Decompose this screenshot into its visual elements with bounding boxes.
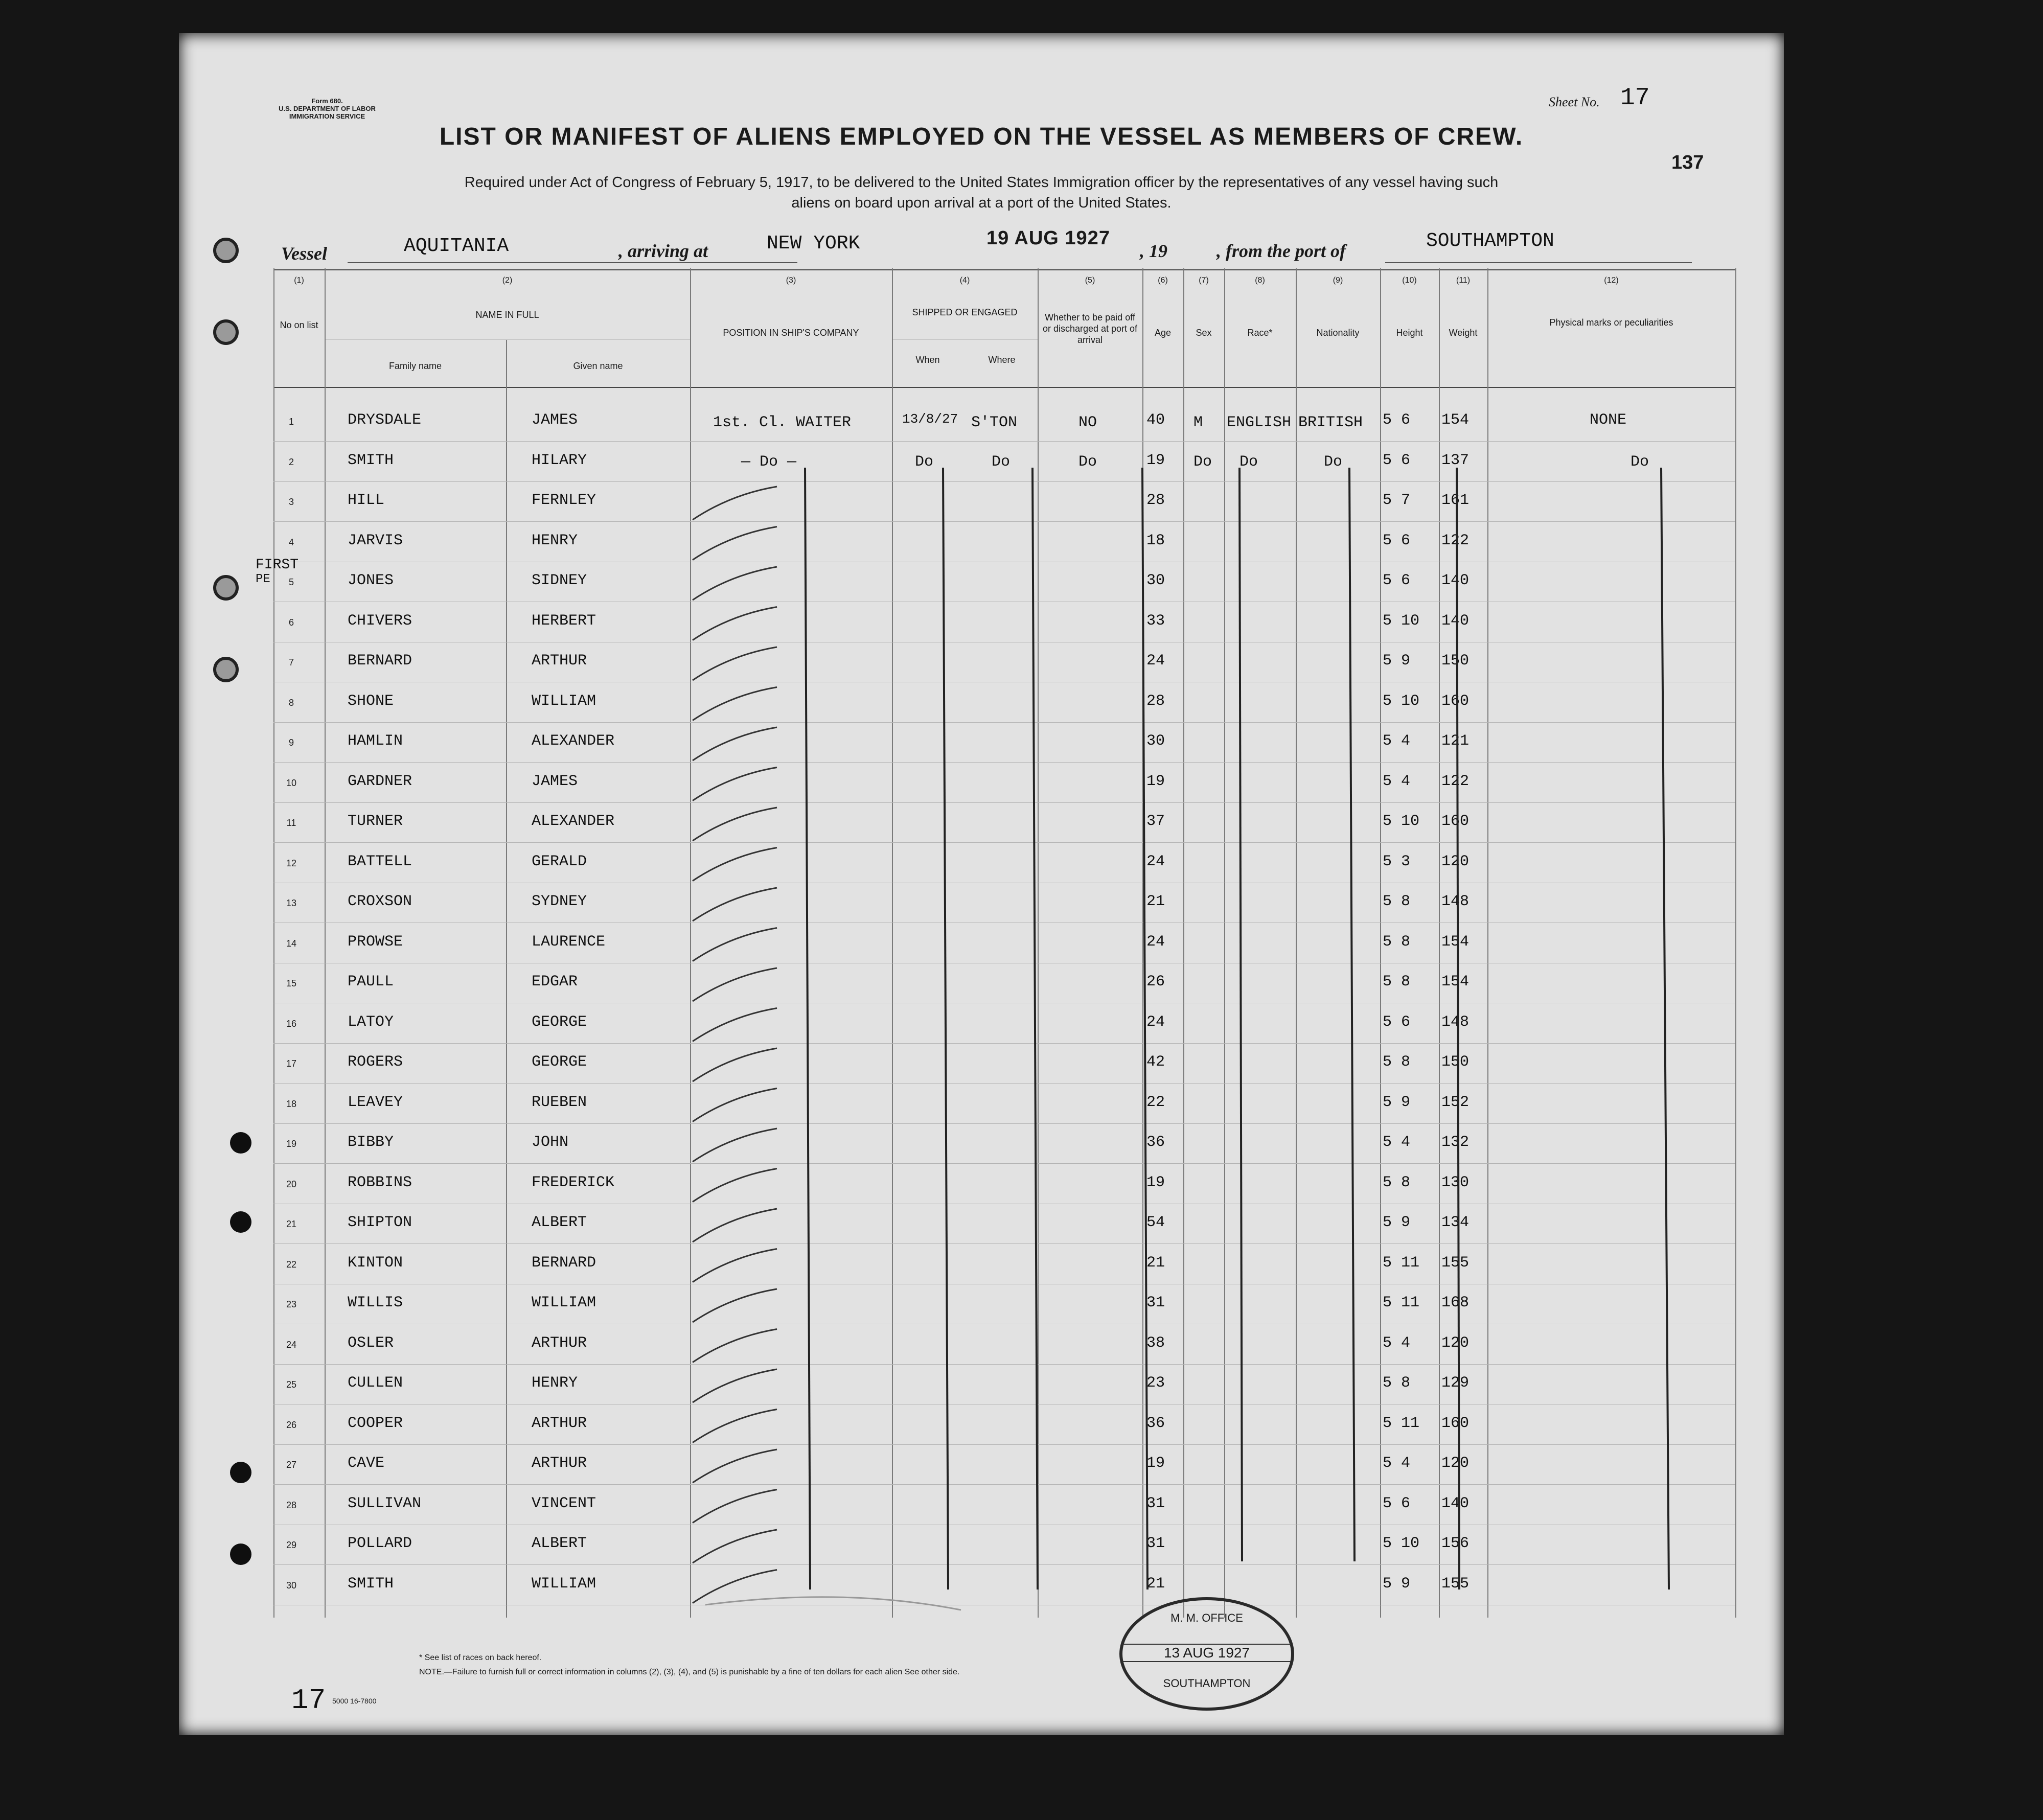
ditto-position: — Do — [741,453,797,471]
height-value: 5 7 [1383,492,1411,509]
height-value: 5 6 [1383,1494,1411,1512]
punch-hole-4 [230,1543,251,1565]
given-name: BERNARD [532,1254,596,1272]
age-value: 36 [1146,1414,1165,1432]
binding-ring-3 [213,575,239,601]
age-value: 22 [1146,1093,1165,1111]
arriving-port: NEW YORK [767,233,860,255]
age-value: 33 [1146,612,1165,630]
age-value: 24 [1146,933,1165,951]
height-value: 5 11 [1383,1254,1420,1272]
given-name: WILLIAM [532,692,596,710]
age-value: 40 [1146,411,1165,429]
weight-value: 121 [1441,732,1470,750]
family-name: PAULL [348,973,394,990]
ditto-sex: Do [1193,453,1212,471]
weight-value: 122 [1441,532,1470,549]
ditto-slash [693,1048,777,1081]
ditto-race: Do [1239,453,1258,471]
position-value: 1st. Cl. WAITER [713,414,852,431]
header-position: POSITION IN SHIP'S COMPANY [723,328,859,338]
given-name: VINCENT [532,1494,596,1512]
weight-value: 130 [1441,1173,1470,1191]
col-num-8: (8) [1255,276,1265,285]
col-num-5: (5) [1085,276,1095,285]
given-name: JAMES [532,772,578,790]
weight-value: 140 [1441,572,1470,589]
col-num-11: (11) [1456,276,1471,285]
given-name: EDGAR [532,973,578,990]
age-value: 24 [1146,652,1165,670]
age-value: 31 [1146,1535,1165,1552]
family-name: HAMLIN [348,732,403,750]
height-value: 5 3 [1383,853,1411,870]
family-name: SMITH [348,1575,394,1593]
given-name: ALEXANDER [532,732,615,750]
ditto-slash [693,647,777,680]
family-name: JARVIS [348,532,403,549]
ditto-slash [693,808,777,841]
height-value: 5 10 [1383,612,1420,630]
ditto-slash [693,1128,777,1162]
family-name: SHIPTON [348,1214,412,1231]
ditto-slash [693,1008,777,1042]
weight-value: 150 [1441,652,1470,670]
given-name: WILLIAM [532,1575,596,1593]
height-value: 5 4 [1383,772,1411,790]
weight-value: 134 [1441,1214,1470,1231]
race-value: ENGLISH [1227,414,1292,431]
header-when: When [915,355,940,365]
col-num-4: (4) [959,276,970,285]
row-number: 4 [288,537,294,547]
row-number: 25 [286,1379,297,1390]
stamp-number: 137 [1671,152,1704,173]
age-value: 19 [1146,451,1165,469]
row-number: 20 [286,1179,297,1189]
punch-hole-3 [230,1462,251,1483]
ditto-slash [693,968,777,1001]
ditto-slash [693,1369,777,1402]
header-no-on-list: No on list [280,320,318,330]
age-value: 19 [1146,772,1165,790]
punch-hole-2 [230,1211,251,1233]
margin-note-2: PE [256,572,270,586]
age-value: 18 [1146,532,1165,549]
ditto-marks: Do [1631,453,1649,471]
penalty-note: NOTE.—Failure to furnish full or correct information in columns (2), (3), (4), and (5) is punishable by a fine of ten dollars for each alien See other side. [419,1668,960,1676]
ditto-where: Do [992,453,1011,471]
ditto-slash [693,1410,777,1443]
height-value: 5 10 [1383,1535,1420,1552]
header-weight: Weight [1449,328,1478,338]
height-value: 5 6 [1383,572,1411,589]
sheet-number-value: 17 [1620,84,1650,112]
ditto-nationality: Do [1324,453,1343,471]
ditto-slash [693,1530,777,1563]
weight-value: 122 [1441,772,1470,790]
subtitle-line-1: Required under Act of Congress of February 5, 1917, to be delivered to the United States Immigration officer by the representatives of any vessel having such [464,174,1499,191]
service-label: IMMIGRATION SERVICE [289,112,365,120]
subtitle-line-2: aliens on board upon arrival at a port of the United States. [791,195,1172,211]
col-num-3: (3) [786,276,796,285]
height-value: 5 6 [1383,1013,1411,1031]
year-label: , 19 [1140,241,1167,261]
col-num-10: (10) [1402,276,1417,285]
weight-value: 160 [1441,692,1470,710]
family-name: CULLEN [348,1374,403,1392]
binding-ring-1 [213,238,239,263]
given-name: ARTHUR [532,1414,587,1432]
family-name: SHONE [348,692,394,710]
given-name: SYDNEY [532,893,587,910]
punch-hole-1 [230,1132,251,1154]
weight-value: 129 [1441,1374,1470,1392]
row-number: 1 [288,417,294,427]
weight-value: 154 [1441,411,1470,429]
header-nationality: Nationality [1316,328,1360,338]
given-name: JAMES [532,411,578,429]
row-number: 22 [286,1259,297,1270]
given-name: ARTHUR [532,1455,587,1472]
col-num-9: (9) [1333,276,1343,285]
family-name: CAVE [348,1455,385,1472]
family-name: HILL [348,492,385,509]
ditto-strokes [179,33,1784,1735]
col-num-7: (7) [1199,276,1209,285]
height-value: 5 9 [1383,1093,1411,1111]
given-name: GEORGE [532,1053,587,1071]
family-name: ROBBINS [348,1173,412,1191]
row-number: 2 [288,456,294,467]
weight-value: 120 [1441,853,1470,870]
weight-value: 140 [1441,1494,1470,1512]
height-value: 5 10 [1383,813,1420,830]
race-footnote: * See list of races on back hereof. [419,1653,542,1662]
height-value: 5 8 [1383,1173,1411,1191]
height-value: 5 6 [1383,411,1411,429]
family-name: ROGERS [348,1053,403,1071]
vessel-label: Vessel [281,243,327,264]
height-value: 5 9 [1383,1575,1411,1593]
col-num-12: (12) [1604,276,1619,285]
ditto-slash [693,1570,777,1603]
weight-value: 132 [1441,1134,1470,1151]
family-name: BERNARD [348,652,412,670]
nationality-value: BRITISH [1298,414,1363,431]
family-name: SULLIVAN [348,1494,422,1512]
header-family-name: Family name [388,361,442,371]
header-sex: Sex [1196,328,1212,338]
given-name: GERALD [532,853,587,870]
family-name: GARDNER [348,772,412,790]
weight-value: 148 [1441,1013,1470,1031]
row-number: 26 [286,1419,297,1430]
row-number: 18 [286,1098,297,1109]
row-number: 24 [286,1339,297,1350]
ditto-when: Do [915,453,934,471]
row-number: 23 [286,1299,297,1309]
family-name: DRYSDALE [348,411,422,429]
age-value: 30 [1146,732,1165,750]
height-value: 5 9 [1383,652,1411,670]
ditto-slash [693,1449,777,1483]
family-name: COOPER [348,1414,403,1432]
form-number: Form 680. [311,97,343,105]
given-name: WILLIAM [532,1294,596,1311]
ditto-slash [693,768,777,801]
print-code: 5000 16-7800 [332,1697,377,1705]
given-name: FERNLEY [532,492,596,509]
age-value: 19 [1146,1455,1165,1472]
row-number: 16 [286,1018,297,1029]
ditto-slash [693,848,777,881]
age-value: 30 [1146,572,1165,589]
row-number: 15 [286,978,297,988]
height-value: 5 4 [1383,732,1411,750]
family-name: PROWSE [348,933,403,951]
row-number: 30 [286,1580,297,1591]
age-value: 38 [1146,1334,1165,1352]
age-value: 21 [1146,1254,1165,1272]
given-name: ALBERT [532,1214,587,1231]
weight-value: 160 [1441,1414,1470,1432]
ditto-slash [693,727,777,761]
header-race: Race* [1247,328,1273,338]
header-paid-off: Whether to be paid off or discharged at port of arrival [1042,312,1138,345]
weight-value: 148 [1441,893,1470,910]
given-name: ARTHUR [532,1334,587,1352]
weight-value: 150 [1441,1053,1470,1071]
row-number: 19 [286,1139,297,1149]
weight-value: 160 [1441,813,1470,830]
receipt-stamp-bottom: SOUTHAMPTON [1163,1677,1251,1690]
header-shipped: SHIPPED OR ENGAGED [912,307,1018,317]
binding-ring-4 [213,657,239,682]
age-value: 21 [1146,893,1165,910]
department-label: U.S. DEPARTMENT OF LABOR [279,105,376,112]
row-number: 10 [286,777,297,788]
given-name: JOHN [532,1134,569,1151]
age-value: 19 [1146,1173,1165,1191]
ditto-slash [693,607,777,640]
col-num-6: (6) [1158,276,1168,285]
age-value: 24 [1146,1013,1165,1031]
age-value: 23 [1146,1374,1165,1392]
row-number: 29 [286,1540,297,1550]
height-value: 5 4 [1383,1455,1411,1472]
height-value: 5 8 [1383,933,1411,951]
age-value: 36 [1146,1134,1165,1151]
weight-value: 140 [1441,612,1470,630]
margin-sheet-number: 17 [291,1684,326,1717]
row-number: 11 [286,818,296,828]
ditto-slash [693,1249,777,1282]
header-name-in-full: NAME IN FULL [475,310,539,320]
given-name: GEORGE [532,1013,587,1031]
family-name: WILLIS [348,1294,403,1311]
height-value: 5 8 [1383,973,1411,990]
ditto-slash [693,1169,777,1202]
row-number: 28 [286,1500,297,1510]
ditto-slash [693,487,777,520]
ditto-slash [693,1289,777,1322]
ditto-slash [693,928,777,961]
given-name: HERBERT [532,612,596,630]
family-name: CROXSON [348,893,412,910]
row-number: 27 [286,1460,297,1470]
given-name: HENRY [532,1374,578,1392]
row-number: 8 [288,697,294,708]
ditto-slash [693,527,777,560]
ditto-slash [693,1329,777,1363]
weight-value: 154 [1441,973,1470,990]
from-port-label: , from the port of [1216,241,1346,261]
weight-value: 155 [1441,1575,1470,1593]
family-name: LATOY [348,1013,394,1031]
given-name: RUEBEN [532,1093,587,1111]
given-name: HENRY [532,532,578,549]
given-name: ALEXANDER [532,813,615,830]
shipped-where-value: S'TON [971,414,1018,431]
page-title: LIST OR MANIFEST OF ALIENS EMPLOYED ON THE VESSEL AS MEMBERS OF CREW. [439,123,1524,150]
header-age: Age [1154,328,1172,338]
marks-value: NONE [1590,411,1627,429]
row-number: 5 [288,577,294,587]
departure-port: SOUTHAMPTON [1426,230,1554,252]
age-value: 42 [1146,1053,1165,1071]
given-name: ALBERT [532,1535,587,1552]
ditto-slash [693,1089,777,1122]
height-value: 5 10 [1383,692,1420,710]
height-value: 5 4 [1383,1334,1411,1352]
receipt-stamp-date: 13 AUG 1927 [1122,1644,1291,1662]
ditto-slash [693,1209,777,1242]
height-value: 5 8 [1383,1374,1411,1392]
margin-note: FIRST [256,557,299,573]
height-value: 5 8 [1383,1053,1411,1071]
age-value: 37 [1146,813,1165,830]
ditto-slash [693,888,777,921]
vessel-name: AQUITANIA [404,235,509,257]
weight-value: 168 [1441,1294,1470,1311]
family-name: LEAVEY [348,1093,403,1111]
family-name: OSLER [348,1334,394,1352]
ditto-paid-off: Do [1078,453,1097,471]
height-value: 5 9 [1383,1214,1411,1231]
height-value: 5 8 [1383,893,1411,910]
header-marks: Physical marks or peculiarities [1549,317,1673,328]
sheet-number-label: Sheet No. [1549,95,1600,109]
weight-value: 120 [1441,1455,1470,1472]
age-value: 21 [1146,1575,1165,1593]
given-name: SIDNEY [532,572,587,589]
family-name: KINTON [348,1254,403,1272]
paid-off-value: NO [1078,414,1097,431]
receipt-stamp [1119,1597,1294,1711]
row-number: 3 [288,497,294,507]
given-name: FREDERICK [532,1173,615,1191]
header-given-name: Given name [573,361,623,371]
height-value: 5 4 [1383,1134,1411,1151]
weight-value: 161 [1441,492,1470,509]
arrival-date-stamp: 19 AUG 1927 [986,227,1110,249]
given-name: LAURENCE [532,933,606,951]
weight-value: 152 [1441,1093,1470,1111]
receipt-stamp-top: M. M. OFFICE [1170,1611,1243,1624]
height-value: 5 11 [1383,1414,1420,1432]
row-number: 7 [288,657,294,667]
shipped-when-value: 13/8/27 [902,411,958,427]
arriving-label: , arriving at [618,241,708,261]
col-num-2: (2) [502,276,513,285]
weight-value: 154 [1441,933,1470,951]
row-number: 17 [286,1058,297,1069]
col-num-1: (1) [294,276,304,285]
age-value: 26 [1146,973,1165,990]
row-number: 12 [286,858,297,868]
family-name: JONES [348,572,394,589]
height-value: 5 6 [1383,532,1411,549]
family-name: TURNER [348,813,403,830]
weight-value: 137 [1441,451,1470,469]
row-number: 14 [286,938,297,949]
age-value: 28 [1146,492,1165,509]
weight-value: 120 [1441,1334,1470,1352]
weight-value: 156 [1441,1535,1470,1552]
header-where: Where [988,355,1016,365]
row-number: 21 [286,1219,297,1229]
ditto-slash [693,567,777,600]
ditto-slash [693,1490,777,1523]
row-number: 6 [288,617,294,628]
age-value: 31 [1146,1494,1165,1512]
family-name: CHIVERS [348,612,412,630]
family-name: BIBBY [348,1134,394,1151]
header-height: Height [1396,328,1423,338]
age-value: 28 [1146,692,1165,710]
family-name: SMITH [348,451,394,469]
height-value: 5 6 [1383,451,1411,469]
ditto-slash [693,687,777,721]
manifest-sheet [179,33,1784,1735]
sex-value: M [1193,414,1203,431]
family-name: POLLARD [348,1535,412,1552]
row-number: 13 [286,898,297,908]
age-value: 54 [1146,1214,1165,1231]
family-name: BATTELL [348,853,412,870]
given-name: ARTHUR [532,652,587,670]
binding-ring-2 [213,319,239,345]
given-name: HILARY [532,451,587,469]
row-number: 9 [288,738,294,748]
age-value: 24 [1146,853,1165,870]
weight-value: 155 [1441,1254,1470,1272]
height-value: 5 11 [1383,1294,1420,1311]
age-value: 31 [1146,1294,1165,1311]
